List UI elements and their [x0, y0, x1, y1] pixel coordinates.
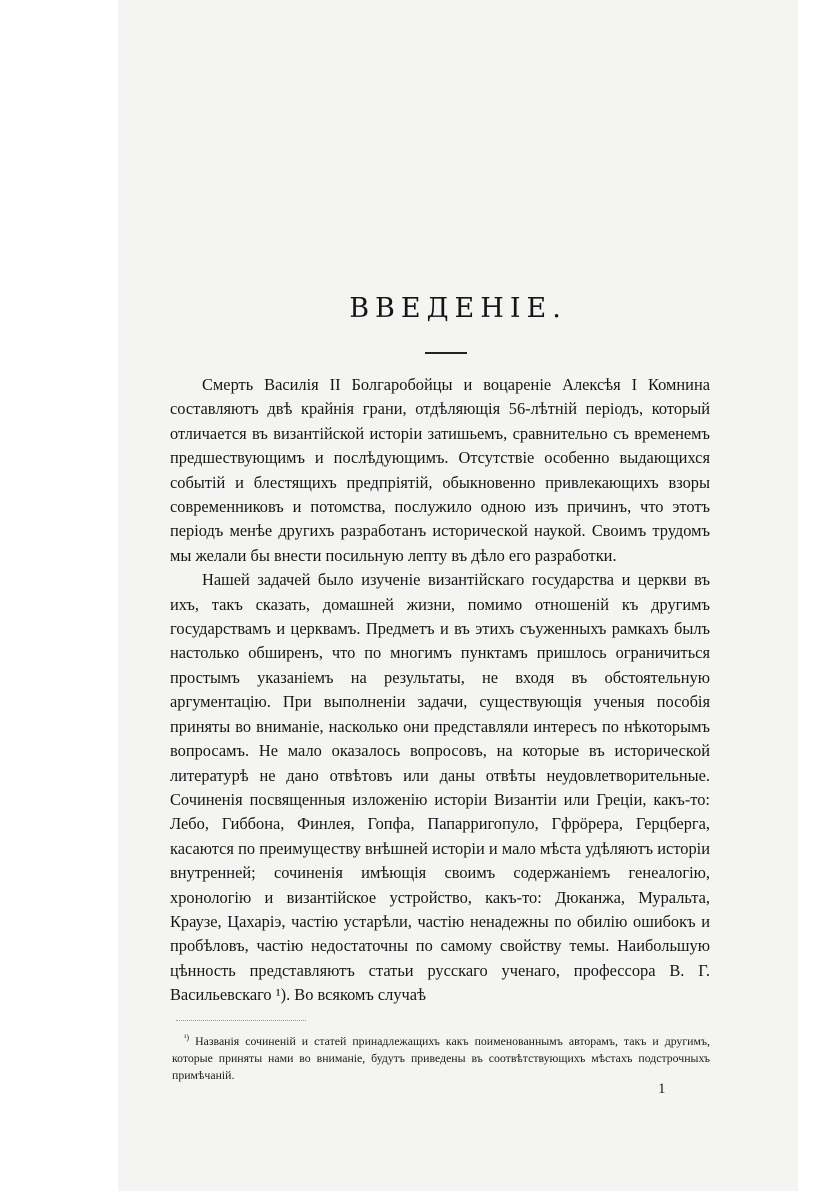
- book-page: [118, 0, 798, 1191]
- paragraph: Нашей задачей было изученіе византійскаго государства и церкви въ ихъ, такъ сказать, домашней жизни, помимо отношеній къ другимъ государствамъ и церквамъ. Предметъ и въ этихъ съуженныхъ рамкахъ былъ настолько обширенъ, что по многимъ пунктамъ пришлось ограничиться простымъ указаніемъ на результаты, не входя въ обстоятельную аргументацію. При выполненіи задачи, существующія ученыя пособія приняты во вниманіе, насколько они представляли интересъ по нѣкоторымъ вопросамъ. Не мало оказалось вопросовъ, на которые въ исторической литературѣ не дано отвѣтовъ или даны отвѣты неудовлетворительные. Сочиненія посвященныя изложенію исторіи Византіи или Греціи, какъ-то: Лебо, Гиббона, Финлея, Гопфа, Папарригопуло, Гфрöрера, Герцберга, касаются по преимуществу внѣшней исторіи и мало мѣста удѣляютъ исторіи внутренней; сочиненія имѣющія своимъ содержаніемъ генеалогію, хронологію и византійское устройство, какъ-то: Дюканжа, Муральта, Краузе, Цахаріэ, частію устарѣли, частію ненадежны по обилію ошибокъ и пробѣловъ, частію недостаточны по самому свойству темы. Наибольшую цѣнность представляютъ статьи русскаго ученаго, профессора В. Г. Васильевскаго ¹). Во всякомъ случаѣ: [170, 570, 710, 1005]
- chapter-heading: ВВЕДЕНІЕ.: [349, 293, 567, 324]
- footnote: [172, 1029, 710, 1084]
- footnote-text: Названія сочиненій и статей принадлежащихъ какъ поименованнымъ авторамъ, такъ и другимъ, которые приняты нами во вниманіе, будутъ приведены въ соотвѣтствующихъ мѣстахъ подстрочныхъ примѣчаній.: [172, 1033, 710, 1082]
- paragraph: Смерть Василія II Болгаробойцы и воцареніе Алексѣя I Комнина составляютъ двѣ крайнія грани, отдѣляющія 56-лѣтній періодъ, который отличается въ византійской исторіи затишьемъ, сравнительно съ временемъ предшествующимъ и послѣдующимъ. Отсутствіе особенно выдающихся событій и блестящихъ предпріятій, обыкновенно привлекающихъ взоры современниковъ и потомства, послужило одною изъ причинъ, что этотъ періодъ менѣе другихъ разработанъ исторической наукой. Своимъ трудомъ мы желали бы внести посильную лепту въ дѣло его разработки.: [170, 375, 710, 565]
- footnote-marker: ¹): [184, 1033, 190, 1042]
- footnote-separator: [176, 1020, 306, 1021]
- heading-rule: [425, 352, 467, 354]
- page-number: 1: [658, 1081, 666, 1097]
- main-text: [170, 373, 710, 1008]
